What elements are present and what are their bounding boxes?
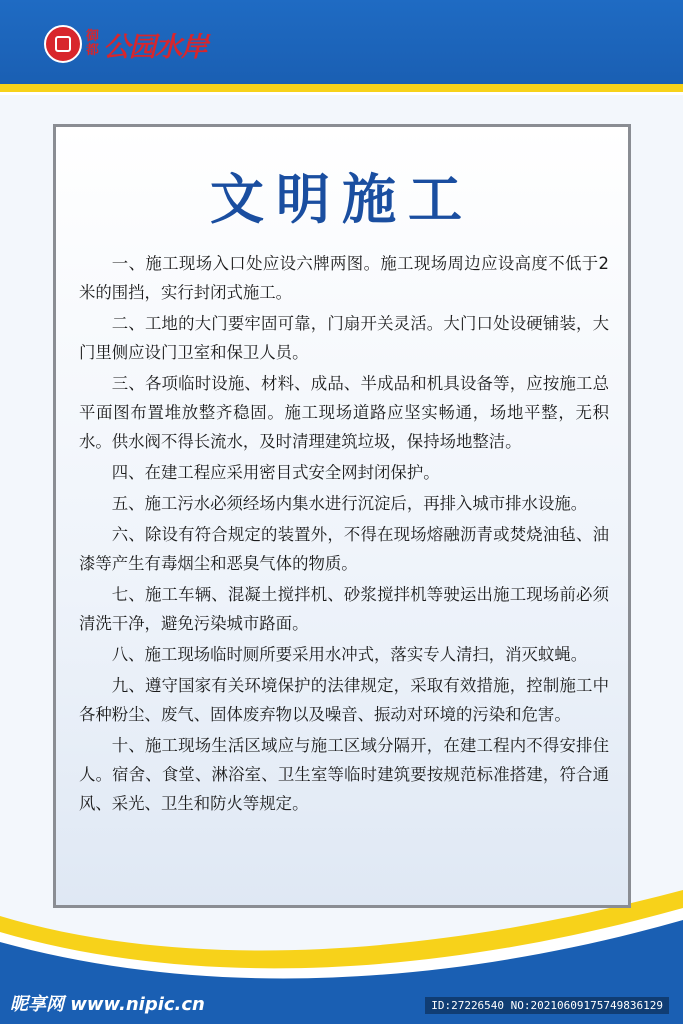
footer — [0, 984, 683, 1024]
rule-paragraph: 五、施工污水必须经场内集水进行沉淀后，再排入城市排水设施。 — [111, 494, 588, 513]
rule-paragraph: 四、在建工程应采用密目式安全网封闭保护。 — [111, 463, 440, 482]
rule-paragraph: 三、各项临时设施、材料、成品、半成品和机具设备等，应按施工总平面图布置堆放整齐稳固。施工现场道路应坚实畅通，场地平整，无积水。供水阀不得长流水，及时清理建筑垃圾，保持场地整洁。 — [79, 374, 609, 451]
watermark-id: ID:27226540 NO:20210609175749836129 — [425, 997, 669, 1014]
logo-main-text: 公园水岸 — [103, 31, 208, 63]
rule-paragraph: 八、施工现场临时厕所要采用水冲式，落实专人清扫，消灭蚊蝇。 — [111, 645, 588, 664]
rules-list — [79, 249, 609, 820]
header-yellow-stripe — [0, 84, 683, 92]
rule-paragraph: 二、工地的大门要牢固可靠，门扇开关灵活。大门口处设硬铺装，大门里侧应设门卫室和保卫人员。 — [79, 314, 609, 362]
rule-paragraph: 九、遵守国家有关环境保护的法律规定，采取有效措施，控制施工中各种粉尘、废气、固体废弃物以及噪音、振动对环境的污染和危害。 — [79, 676, 609, 724]
rule-paragraph: 七、施工车辆、混凝土搅拌机、砂浆搅拌机等驶运出施工现场前必须清洗干净，避免污染城市路面。 — [79, 585, 609, 633]
header-white-line — [0, 92, 683, 95]
content-panel — [53, 124, 631, 908]
logo-seal-icon — [44, 25, 82, 63]
watermark-site: 昵享网 www.nipic.cn — [10, 994, 205, 1015]
rule-paragraph: 六、除设有符合规定的装置外，不得在现场熔融沥青或焚烧油毡、油漆等产生有毒烟尘和恶臭气体的物质。 — [79, 525, 609, 573]
rule-paragraph: 十、施工现场生活区域应与施工区域分隔开，在建工程内不得安排住人。宿舍、食堂、淋浴室、卫生室等临时建筑要按规范标准搭建，符合通风、采光、卫生和防火等规定。 — [79, 736, 609, 813]
logo-sub-line2: 都 — [86, 43, 100, 58]
rule-paragraph: 一、施工现场入口处应设六牌两图。施工现场周边应设高度不低于2米的围挡，实行封闭式施工。 — [79, 254, 609, 302]
logo-sub-line1: 御 — [86, 29, 100, 44]
page-title: 文明施工 — [210, 168, 474, 231]
logo-sub-text — [86, 30, 99, 58]
brand-logo — [44, 22, 207, 66]
